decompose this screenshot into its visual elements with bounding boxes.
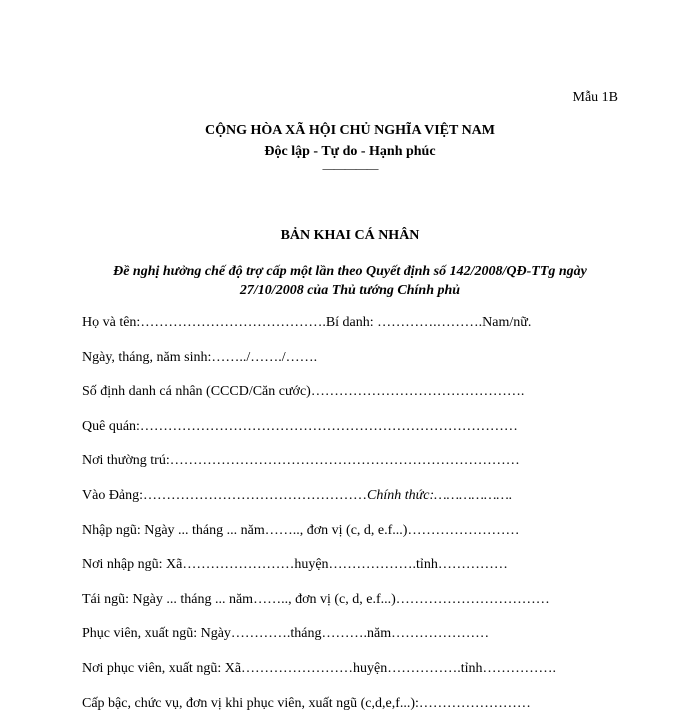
document-subtitle xyxy=(0,262,700,300)
field-full-name: Họ và tên:………………………………….Bí danh: ………….……….Nam/nữ. xyxy=(82,315,532,330)
field-party-admission xyxy=(82,486,642,521)
country-header: CỘNG HÒA XÃ HỘI CHỦ NGHĨA VIỆT NAM xyxy=(204,123,495,138)
field-demobilization-place: Nơi phục viên, xuất ngũ: Xã……………………huyện…………….tỉnh……………. xyxy=(82,660,557,676)
header-rule: ————— xyxy=(322,161,378,175)
field-demobilization: Phục viên, xuất ngũ: Ngày………….tháng……….năm………………… xyxy=(82,626,490,642)
subtitle-line-2: 27/10/2008 của Thủ tướng Chính phủ xyxy=(239,283,461,298)
field-re-enlistment: Tái ngũ: Ngày ... tháng ... năm…….., đơn vị (c, d, e.f...)…………………………… xyxy=(82,591,550,607)
field-permanent-residence: Nơi thường trú:………………………………………………………………… xyxy=(82,453,520,469)
document-title: BẢN KHAI CÁ NHÂN xyxy=(280,228,420,243)
form-code: Mẫu 1B xyxy=(572,90,618,105)
field-hometown: Quê quán:……………………………………………………………………… xyxy=(82,418,518,434)
field-date-of-birth: Ngày, tháng, năm sinh:……../……./……. xyxy=(82,349,318,365)
motto-header: Độc lập - Tự do - Hạnh phúc xyxy=(264,144,436,159)
subtitle-line-1: Đề nghị hưởng chế độ trợ cấp một lần theo Quyết định số 142/2008/QĐ-TTg ngày xyxy=(113,264,587,279)
party-admission-label: Vào Đảng:………………………………………… xyxy=(82,487,368,503)
field-personal-id: Số định danh cá nhân (CCCD/Căn cước)………………………………………. xyxy=(82,384,525,400)
field-rank-position: Cấp bậc, chức vụ, đơn vị khi phục viên, xuất ngũ (c,d,e,f...):…………………… xyxy=(82,695,531,711)
form-fields xyxy=(82,313,642,728)
party-official-label: Chính thức:………………. xyxy=(367,487,513,503)
field-enlistment: Nhập ngũ: Ngày ... tháng ... năm…….., đơn vị (c, d, e.f...)…………………… xyxy=(82,522,520,538)
field-enlistment-place: Nơi nhập ngũ: Xã……………………huyện……………….tỉnh…………… xyxy=(82,557,508,573)
